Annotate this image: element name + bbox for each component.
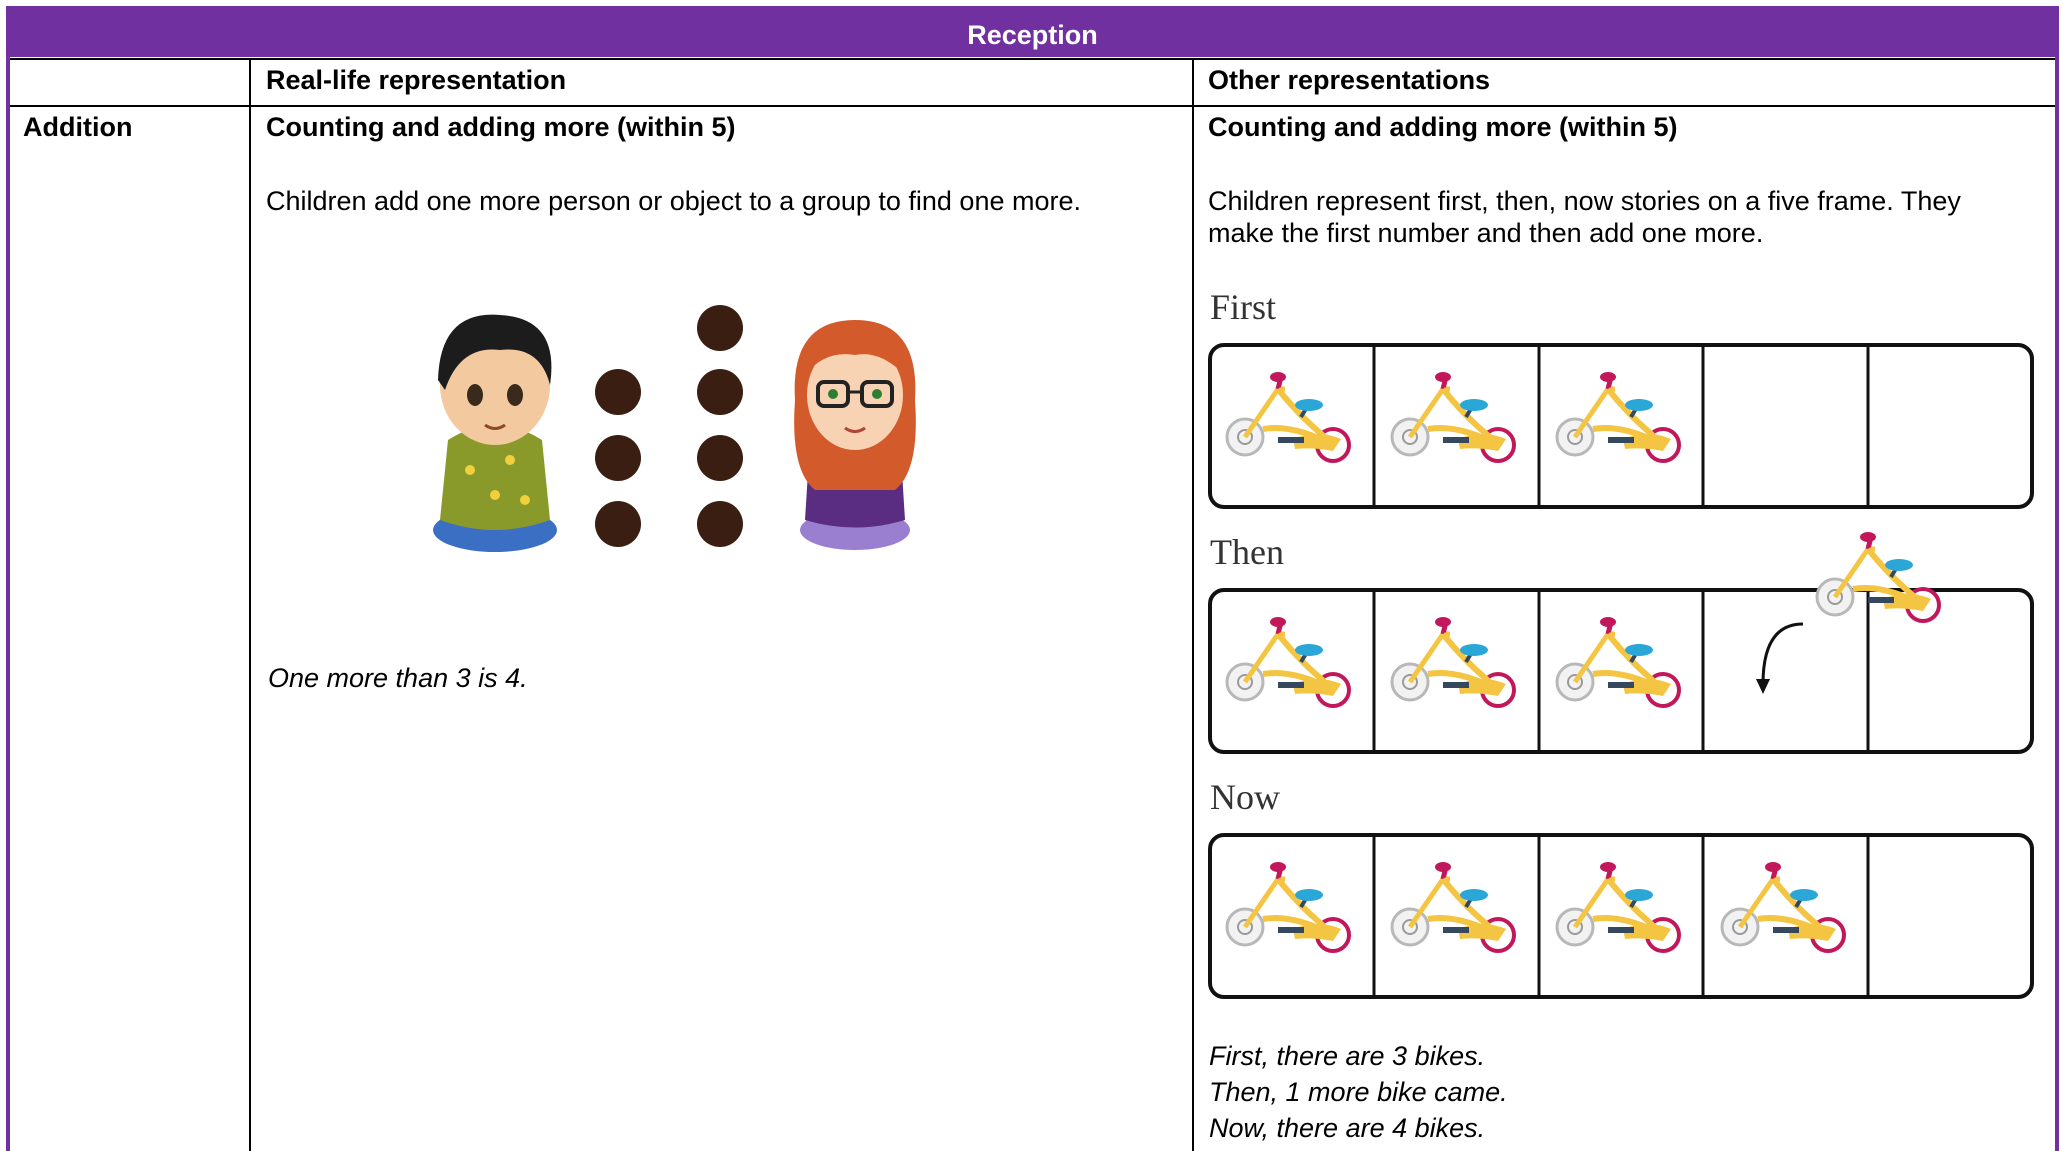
other-title: Counting and adding more (within 5)	[1208, 112, 1678, 142]
other-caption-line-3: Now, there are 4 bikes.	[1209, 1113, 1486, 1143]
children-counters-illustration	[400, 290, 980, 570]
column-header-real-life: Real-life representation	[266, 65, 567, 95]
frame-label-now: Now	[1210, 777, 1280, 817]
real-life-description: Children add one more person or object to a group to find one more.	[266, 186, 1081, 216]
banner-title: Reception	[10, 10, 2055, 57]
five-frame-then	[1210, 532, 2032, 752]
girl-figure	[794, 320, 916, 550]
boy-figure	[433, 315, 557, 552]
header-row-bottom-divider	[10, 105, 2055, 107]
five-frame-panel	[1203, 284, 2038, 1004]
five-frame-first	[1210, 345, 2032, 507]
row-label: Addition	[23, 112, 133, 142]
header-row-top-divider	[10, 58, 2055, 60]
real-life-caption: One more than 3 is 4.	[268, 663, 528, 693]
other-description-line-2: make the first number and then add one more.	[1208, 218, 1764, 248]
other-caption-line-2: Then, 1 more bike came.	[1209, 1077, 1508, 1107]
column-divider-1	[249, 58, 251, 1151]
real-life-title: Counting and adding more (within 5)	[266, 112, 736, 142]
column-header-other: Other representations	[1208, 65, 1491, 95]
other-description-line-1: Children represent first, then, now stories on a five frame. They	[1208, 186, 1961, 216]
frame-label-then: Then	[1210, 532, 1284, 572]
five-frame-now	[1210, 835, 2032, 997]
column-divider-2	[1192, 58, 1194, 1151]
frame-label-first: First	[1210, 287, 1277, 327]
counters	[595, 305, 743, 547]
other-caption-line-1: First, there are 3 bikes.	[1209, 1041, 1486, 1071]
